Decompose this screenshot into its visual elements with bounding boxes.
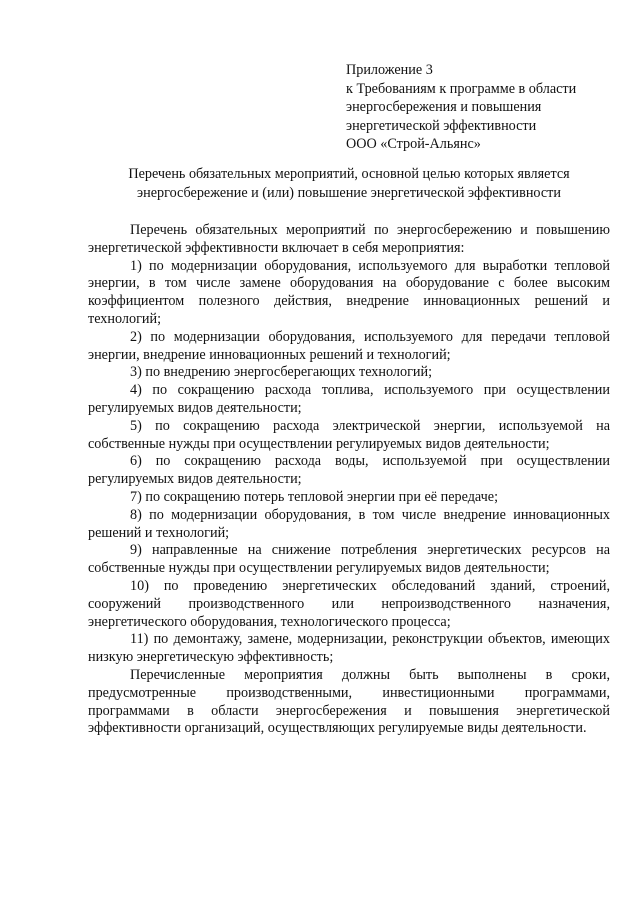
appendix-line: энергосбережения и повышения	[346, 99, 542, 115]
paragraph: 10) по проведению энергетических обследований зданий, строений, сооружений производственного или непроизводственного назначения, энергетического оборудования, технологического процесса;	[88, 577, 610, 630]
paragraph: 6) по сокращению расхода воды, используемой при осуществлении регулируемых видов деятельности;	[88, 453, 610, 488]
appendix-line: к Требованиям к программе в области	[346, 80, 577, 97]
appendix-line: Приложение 3	[346, 62, 433, 78]
paragraph: 9) направленные на снижение потребления энергетических ресурсов на собственные нужды при осуществлении регулируемых видов деятельности;	[88, 542, 610, 577]
paragraph: 5) по сокращению расхода электрической энергии, используемой на собственные нужды при осуществлении регулируемых видов деятельности;	[88, 417, 610, 452]
appendix-line: энергетической эффективности	[346, 117, 537, 134]
paragraph: Перечисленные мероприятия должны быть выполнены в сроки, предусмотренные производственными, инвестиционными программами, программами в области энергосбережения и повышения энергетической эффективности организаций, осуществляющих регулируемые виды деятельности.	[88, 666, 610, 737]
paragraph: 4) по сокращению расхода топлива, используемого при осуществлении регулируемых видов деятельности;	[88, 382, 610, 416]
paragraph: 11) по демонтажу, замене, модернизации, реконструкции объектов, имеющих низкую энергетическую эффективность;	[88, 631, 610, 666]
paragraph: 2) по модернизации оборудования, используемого для передачи тепловой энергии, внедрение инновационных решений и технологий;	[88, 328, 610, 363]
paragraph: Перечень обязательных мероприятий по энергосбережению и повышению энергетической эффективности включает в себя мероприятия:	[88, 222, 610, 256]
paragraph: 8) по модернизации оборудования, в том числе внедрение инновационных решений и технологий;	[88, 506, 610, 541]
appendix-header	[346, 61, 626, 154]
appendix-line: ООО «Строй-Альянс»	[346, 136, 481, 152]
paragraph: 1) по модернизации оборудования, используемого для выработки тепловой энергии, в том числе замене оборудования на оборудование с более высоким коэффициентом полезного действия, внедрение инновационных решений и технологий;	[88, 257, 610, 327]
document-body	[88, 222, 610, 738]
paragraph: 3) по внедрению энергосберегающих технологий;	[130, 364, 433, 381]
document-title: Перечень обязательных мероприятий, основной целью которых является энергосбережение и (или) повышение энергетической эффективности	[128, 166, 570, 201]
paragraph: 7) по сокращению потерь тепловой энергии при её передаче;	[130, 488, 499, 505]
